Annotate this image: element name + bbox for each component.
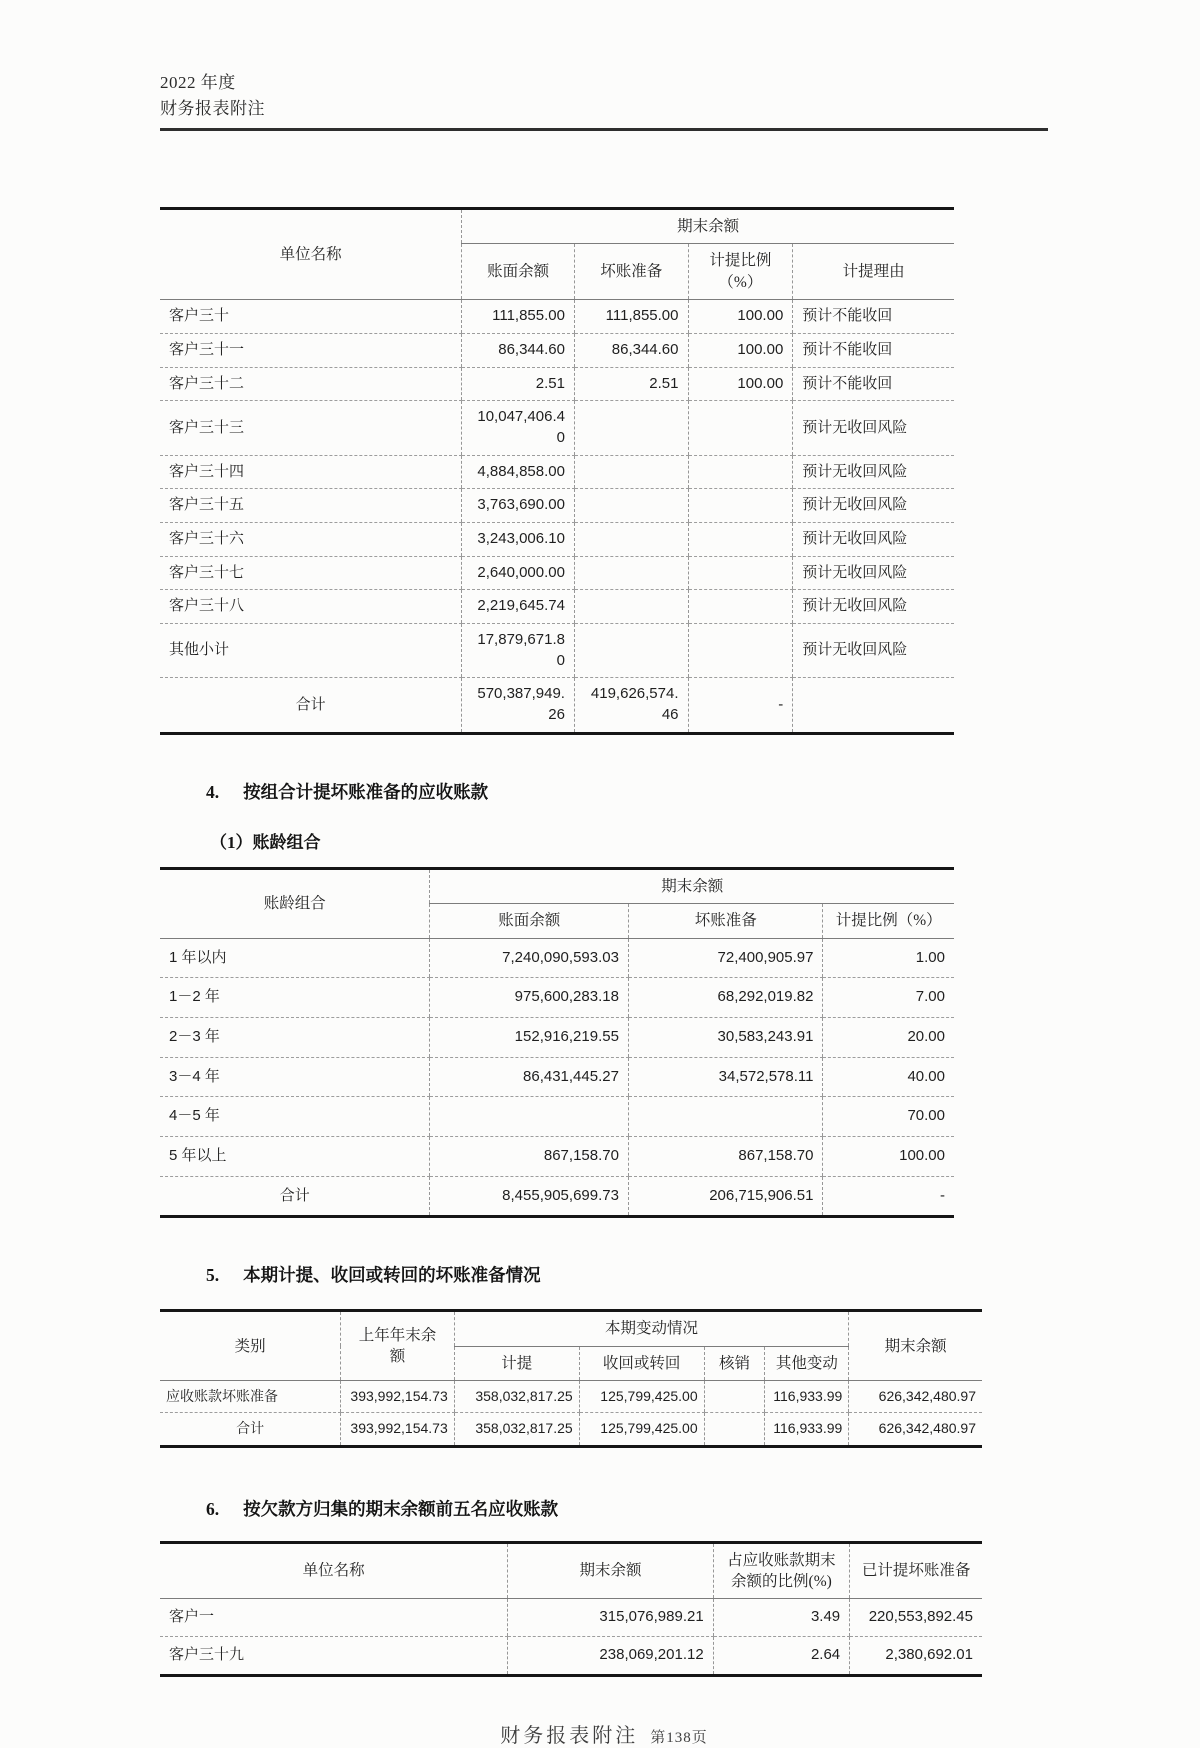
table-cell [574,522,688,556]
table-cell [574,455,688,489]
table-row [160,556,954,590]
table-cell: 3.49 [713,1599,849,1637]
table-cell: 1－2 年 [160,978,430,1018]
table-cell: 100.00 [823,1136,954,1176]
column-header-provision: 计提 [454,1346,579,1380]
table-cell: 116,933.99 [765,1381,849,1413]
table-body [160,1381,982,1447]
table-row [160,1057,954,1097]
page-header [160,70,1050,131]
table-cell [574,590,688,624]
table-row [160,1017,954,1057]
table-cell: 358,032,817.25 [454,1413,579,1446]
table-header-row [160,1311,982,1346]
table-cell: 70.00 [823,1097,954,1137]
table-cell: 3,763,690.00 [462,489,575,523]
table-cell [574,624,688,678]
table-cell [688,455,793,489]
table-cell: 68,292,019.82 [628,978,823,1018]
table-body [160,938,954,1217]
table-cell [688,590,793,624]
table-cell: 358,032,817.25 [454,1381,579,1413]
table-row [160,624,954,678]
table-cell: 客户三十二 [160,367,462,401]
column-header-provision-ratio [688,244,793,300]
table-cell: 30,583,243.91 [628,1017,823,1057]
table-individually-assessed-receivables [160,207,954,735]
table-cell: 570,387,949.26 [462,678,575,733]
column-header-unit-name: 单位名称 [160,209,462,300]
column-header-ratio-of-receivables: 占应收账款期末余额的比例(%) [713,1542,849,1599]
page-footer [160,1719,1048,1748]
table-row [160,489,954,523]
column-header-book-balance: 账面余额 [430,904,629,938]
table-cell: 393,992,154.73 [341,1413,454,1446]
table-row [160,1097,954,1137]
table-cell: 4－5 年 [160,1097,430,1137]
table-cell: 预计无收回风险 [793,401,954,455]
column-header-period-end-balance: 期末余额 [849,1311,982,1381]
report-year: 2022 年度 [160,73,236,92]
table-row [160,522,954,556]
table-cell: 预计不能收回 [793,333,954,367]
table-cell [688,401,793,455]
table-cell: 7,240,090,593.03 [430,938,629,978]
table-cell: 2.64 [713,1637,849,1676]
table-row [160,333,954,367]
table-cell [574,401,688,455]
table-cell: 125,799,425.00 [579,1413,704,1446]
column-header-bad-debt-provision: 坏账准备 [574,244,688,300]
table-cell: 2－3 年 [160,1017,430,1057]
table-cell: 34,572,578.11 [628,1057,823,1097]
report-title: 财务报表附注 [160,98,265,118]
table-cell: 5 年以上 [160,1136,430,1176]
table-header-row [160,868,954,903]
column-header-provision-ratio: 计提比例（%） [823,904,954,938]
table-cell: 111,855.00 [574,300,688,334]
column-header-period-end-balance: 期末余额 [508,1542,714,1599]
section-title: 本期计提、收回或转回的坏账准备情况 [243,1265,541,1286]
table-total-row [160,1413,982,1446]
table-cell: 合计 [160,678,462,733]
table-cell: 100.00 [688,300,793,334]
table-row [160,367,954,401]
table-cell: 17,879,671.80 [462,624,575,678]
table-cell: 100.00 [688,333,793,367]
table-cell [574,489,688,523]
table-body [160,1599,982,1675]
table-cell [688,489,793,523]
footer-page-number: 第138页 [650,1729,708,1746]
table-cell: 867,158.70 [628,1136,823,1176]
table-cell: 客户三十四 [160,455,462,489]
column-header-period-end-balance: 期末余额 [430,868,954,903]
table-cell: 86,344.60 [574,333,688,367]
column-header-provision-made: 已计提坏账准备 [850,1542,982,1599]
table-row [160,1136,954,1176]
table-cell: 应收账款坏账准备 [160,1381,341,1413]
table-cell: 客户三十七 [160,556,462,590]
table-cell: 4,884,858.00 [462,455,575,489]
table-cell [793,678,954,733]
section-heading-4 [160,779,1050,804]
table-cell [688,522,793,556]
table-cell: 86,344.60 [462,333,575,367]
table-cell: 125,799,425.00 [579,1381,704,1413]
column-header-recovered-or-reversed: 收回或转回 [579,1346,704,1380]
table-row [160,1637,982,1676]
table-cell: 合计 [160,1413,341,1446]
section-title: 按欠款方归集的期末余额前五名应收账款 [243,1498,559,1519]
table-cell [430,1097,629,1137]
table-row [160,1381,982,1413]
column-header-book-balance: 账面余额 [462,244,575,300]
table-cell: 其他小计 [160,624,462,678]
table-cell: 2,380,692.01 [850,1637,982,1676]
table-cell: 40.00 [823,1057,954,1097]
table-total-row [160,1176,954,1217]
table-header-row [160,209,954,244]
table-cell: 客户一 [160,1599,508,1637]
section-number: 5. [206,1265,220,1286]
header-divider [160,128,1048,131]
table-cell: 客户三十八 [160,590,462,624]
table-cell: 3－4 年 [160,1057,430,1097]
column-header-prior-year-end-balance-label: 上年年末余额 [358,1326,437,1366]
table-cell: 975,600,283.18 [430,978,629,1018]
table-aging-portfolio [160,867,954,1219]
table-cell: 315,076,989.21 [508,1599,714,1637]
table-cell: 10,047,406.40 [462,401,575,455]
table-cell: 100.00 [688,367,793,401]
table-cell: 客户三十 [160,300,462,334]
table-cell: 867,158.70 [430,1136,629,1176]
table-cell [688,556,793,590]
table-cell: - [688,678,793,733]
table-cell: 626,342,480.97 [849,1413,982,1446]
table-cell [574,556,688,590]
section-title: 按组合计提坏账准备的应收账款 [243,781,489,802]
column-header-period-end-balance: 期末余额 [462,209,954,244]
footer-title: 财务报表附注 [500,1724,639,1747]
table-row [160,590,954,624]
column-header-aging-group: 账龄组合 [160,868,430,938]
table-cell: 客户三十三 [160,401,462,455]
table-cell: 预计无收回风险 [793,556,954,590]
column-header-provision-reason: 计提理由 [793,244,954,300]
table-row [160,978,954,1018]
table-cell: 预计无收回风险 [793,624,954,678]
table-cell: 客户三十六 [160,522,462,556]
table-cell: 3,243,006.10 [462,522,575,556]
table-cell: 合计 [160,1176,430,1217]
table-cell: 7.00 [823,978,954,1018]
table-cell: 1.00 [823,938,954,978]
column-header-prior-year-end-balance [341,1311,454,1381]
table-cell [628,1097,823,1137]
table-cell: 客户三十九 [160,1637,508,1676]
table-cell: 2,640,000.00 [462,556,575,590]
table-cell: 预计无收回风险 [793,489,954,523]
table-cell: 86,431,445.27 [430,1057,629,1097]
table-cell: 客户三十五 [160,489,462,523]
column-header-provision-ratio-label: 计提比例（%） [709,252,772,291]
table-cell: 预计不能收回 [793,300,954,334]
table-cell: 220,553,892.45 [850,1599,982,1637]
table-cell: 111,855.00 [462,300,575,334]
table-cell: 72,400,905.97 [628,938,823,978]
table-cell: 1 年以内 [160,938,430,978]
table-row [160,938,954,978]
table-cell: 419,626,574.46 [574,678,688,733]
table-cell: 152,916,219.55 [430,1017,629,1057]
table-row [160,401,954,455]
table-cell: 2.51 [574,367,688,401]
table-cell: 预计不能收回 [793,367,954,401]
table-row [160,1599,982,1637]
section-heading-5 [160,1262,1050,1287]
column-header-other-changes: 其他变动 [765,1346,849,1380]
table-cell: 20.00 [823,1017,954,1057]
table-row [160,300,954,334]
table-total-row [160,678,954,733]
table-cell: 626,342,480.97 [849,1381,982,1413]
table-body [160,300,954,734]
table-header-row [160,1542,982,1599]
subsection-heading-4-1: （1）账龄组合 [210,832,321,852]
table-cell: - [823,1176,954,1217]
section-number: 6. [206,1498,220,1519]
table-cell [704,1413,765,1446]
table-cell: 2,219,645.74 [462,590,575,624]
table-row [160,455,954,489]
table-cell: 8,455,905,699.73 [430,1176,629,1217]
table-cell: 预计无收回风险 [793,590,954,624]
section-number: 4. [206,781,220,802]
table-cell: 2.51 [462,367,575,401]
table-cell: 预计无收回风险 [793,522,954,556]
table-top-five-receivables [160,1541,982,1677]
section-heading-6 [160,1496,1050,1521]
table-cell [688,624,793,678]
column-header-current-period-changes: 本期变动情况 [454,1311,849,1346]
table-cell: 238,069,201.12 [508,1637,714,1676]
column-header-bad-debt-provision: 坏账准备 [628,904,823,938]
table-cell: 预计无收回风险 [793,455,954,489]
column-header-written-off: 核销 [704,1346,765,1380]
table-cell: 116,933.99 [765,1413,849,1446]
table-cell: 客户三十一 [160,333,462,367]
table-bad-debt-movement [160,1309,982,1447]
column-header-category: 类别 [160,1311,341,1381]
table-cell: 206,715,906.51 [628,1176,823,1217]
table-cell [704,1381,765,1413]
column-header-unit-name: 单位名称 [160,1542,508,1599]
table-cell: 393,992,154.73 [341,1381,454,1413]
